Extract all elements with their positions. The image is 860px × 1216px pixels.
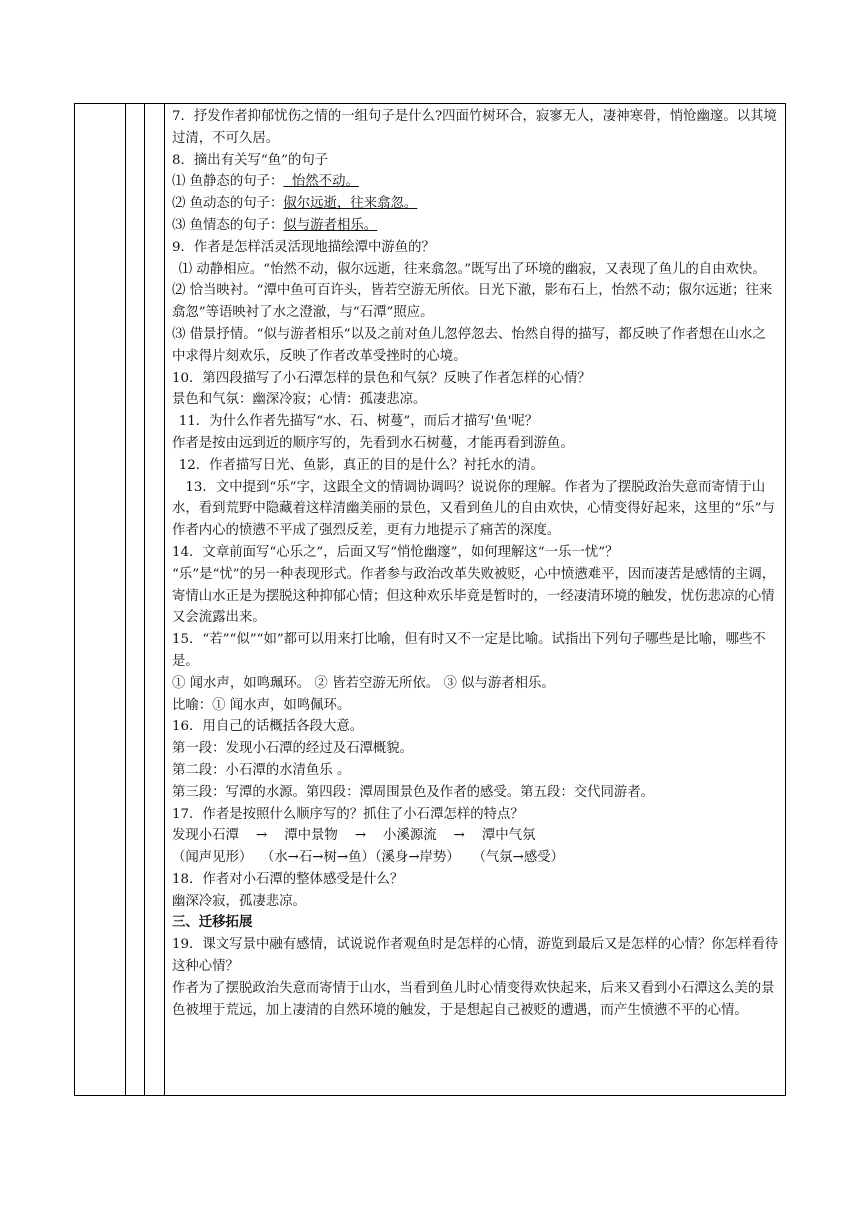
text-line: 17．作者是按照什么顺序写的？抓住了小石潭怎样的特点？ xyxy=(172,806,524,822)
text-line: ⑵ 恰当映衬。“潭中鱼可百许头，皆若空游无所依。日光下澈，影布石上，怡然不动；俶尔远逝；往来翕忽”等语映衬了水之澄澈，与“石潭”照应。 xyxy=(172,283,773,321)
text-line: 比喻：① 闻水声，如鸣佩环。 xyxy=(172,697,351,713)
text-line: “乐”是“忧”的另一种表现形式。作者参与政治改革失败被贬，心中愤懑难平，因而凄苦是感情的主调，寄情山水正是为摆脱这种抑郁心情；但这种欢乐毕竟是暂时的，一经凄清环境的触发，忧伤悲凉的心情又会流露出来。 xyxy=(172,566,776,626)
content-cell xyxy=(168,104,785,1021)
text-line: 第二段：小石潭的水清鱼乐 。 xyxy=(172,762,351,778)
text-line: 12．作者描写日光、鱼影，真正的目的是什么？衬托水的清。 xyxy=(178,457,544,473)
text-line: 10．第四段描写了小石潭怎样的景色和气氛？反映了作者怎样的心情？ xyxy=(172,370,591,386)
text-line: 作者为了摆脱政治失意而寄情于山水，当看到鱼儿时心情变得欢快起来，后来又看到小石潭这么美的景色被埋于荒远，加上凄清的自然环境的触发，于是想起自己被贬的遭遇，而产生愤懑不平的心情。 xyxy=(172,980,775,1018)
fish-sentence-line xyxy=(172,171,779,193)
text-line: ⑴ 动静相应。“怡然不动，俶尔远逝，往来翕忽。”既写出了环境的幽寂，又表现了鱼儿的自由欢快。 xyxy=(178,261,766,277)
text-line: 景色和气氛：幽深冷寂；心情：孤凄悲凉。 xyxy=(172,392,427,408)
text-line: 第三段：写潭的水源。第四段：潭周围景色及作者的感受。第五段：交代同游者。 xyxy=(172,784,655,800)
column-divider-1 xyxy=(125,104,126,1095)
fish-sentence-line xyxy=(172,193,779,215)
text-line: 14．文章前面写“心乐之”，后面又写“悄怆幽邃”，如何理解这“一乐一忧”？ xyxy=(172,544,619,560)
fish-sentence-line xyxy=(172,215,779,237)
section-heading: 三、迁移拓展 xyxy=(172,914,253,931)
fish-sentence-answer: 俶尔远逝，往来翕忽。 xyxy=(283,196,418,212)
worksheet-table xyxy=(74,103,786,1096)
text-line: 作者是按由远到近的顺序写的，先看到水石树蔓，才能再看到游鱼。 xyxy=(172,435,574,451)
text-line: 9．作者是怎样活灵活现地描绘潭中游鱼的？ xyxy=(172,239,435,255)
fish-sentence-prompt: ⑴ 鱼静态的句子： xyxy=(172,174,284,190)
text-line: 第一段：发现小石潭的经过及石潭概貌。 xyxy=(172,741,414,757)
text-line: 8．摘出有关写“鱼”的句子 xyxy=(172,152,329,168)
text-line: 7．抒发作者抑郁忧伤之情的一组句子是什么?四面竹树环合，寂寥无人，凄神寒骨，悄怆幽邃。以其境过清，不可久居。 xyxy=(172,109,777,146)
sequence-line: 发现小石潭 → 潭中景物 → 小溪源流 → 潭中气氛 xyxy=(172,828,536,844)
text-line: 16．用自己的话概括各段大意。 xyxy=(172,719,364,735)
text-line: 幽深冷寂，孤凄悲凉。 xyxy=(172,893,306,909)
text-line: ① 闻水声，如鸣珮环。 ② 皆若空游无所依。 ③ 似与游者相乐。 xyxy=(172,675,555,691)
text-line: 13．文中提到“乐”字，这跟全文的情调协调吗？说说你的理解。作者为了摆脱政治失意而寄情于山水，看到荒野中隐藏着这样清幽美丽的景色，又看到鱼儿的自由欢快，心情变得好起来，这里的“乐”与作者内心的愤懑不平成了强烈反差，更有力地提示了痛苦的深度。 xyxy=(172,479,775,539)
fish-sentence-answer: 似与游者相乐。 xyxy=(283,217,378,233)
fish-sentence-prompt: ⑵ 鱼动态的句子： xyxy=(172,196,284,212)
text-line: 11．为什么作者先描写“水、石、树蔓”，而后才描写'鱼'呢？ xyxy=(178,414,539,430)
text-line: 18．作者对小石潭的整体感受是什么？ xyxy=(172,871,404,887)
column-divider-2 xyxy=(144,104,145,1095)
text-line: ⑶ 借景抒情。“似与游者相乐”以及之前对鱼儿忽停忽去、怡然自得的描写，都反映了作者想在山水之中求得片刻欢乐，反映了作者改革受挫时的心境。 xyxy=(172,326,766,364)
sequence-line: （闻声见形） （水→石→树→鱼）（溪身→岸势） （气氛→感受） xyxy=(172,850,565,866)
fish-sentence-prompt: ⑶ 鱼情态的句子： xyxy=(172,217,284,233)
text-line: 15．“若”“似”“如”都可以用来打比喻，但有时又不一定是比喻。试指出下列句子哪些是比喻，哪些不是。 xyxy=(172,632,766,669)
fish-sentence-answer: 怡然不动。 xyxy=(283,174,359,190)
text-line: 19．课文写景中融有感情，试说说作者观鱼时是怎样的心情，游览到最后又是怎样的心情？你怎样看待这种心情？ xyxy=(172,937,779,975)
column-divider-3 xyxy=(164,104,165,1095)
